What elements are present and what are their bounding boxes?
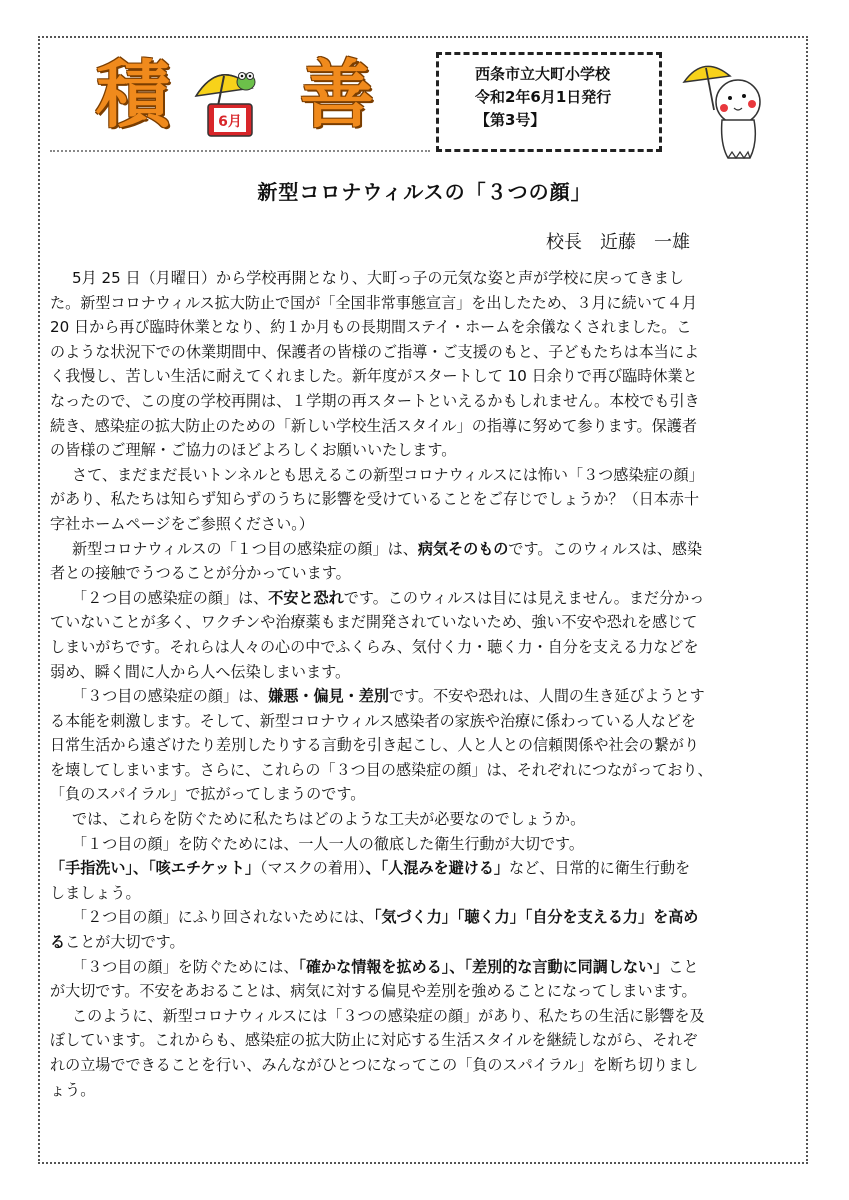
body-line: さて、まだまだ長いトンネルとも思えるこの新型コロナウィルスには怖い「３つ感染症の顔」 bbox=[72, 465, 704, 484]
bold-phrase: る bbox=[50, 933, 66, 952]
body-line bbox=[50, 684, 800, 709]
body-line: 5月 25 日（月曜日）から学校再開となり、大町っ子の元気な姿と声が学校に戻ってきまし bbox=[72, 269, 684, 287]
body-line: ょう。 bbox=[50, 1080, 96, 1099]
bold-phrase: 「人混みを避ける」 bbox=[380, 859, 510, 878]
body-line: 字社ホームページをご参照ください。） bbox=[50, 514, 314, 533]
body-line: があり、私たちは知らず知らずのうちに影響を受けていることをご存じでしょうか？（日本赤十 bbox=[50, 490, 700, 509]
bold-phrase: 「差別的な言動に同調しない」 bbox=[464, 957, 669, 976]
body-line: なったので、この度の学校再開は、１学期の再スタートといえるかもしれません。本校でも引き bbox=[50, 391, 700, 410]
body-line: 続き、感染症の拡大防止のための「新しい学校生活スタイル」の指導に努めて参ります。保護者 bbox=[50, 416, 697, 435]
text-span: 「３つ目の顔」を防ぐためには、 bbox=[72, 957, 299, 976]
body-line: ていないことが多く、ワクチンや治療薬もまだ開発されていないため、強い不安や恐れを感じて bbox=[50, 613, 698, 632]
text-span: 「３つ目の感染症の顔」は、 bbox=[72, 687, 269, 706]
text-span: ことが大切です。 bbox=[65, 933, 185, 952]
bold-phrase: 「手指洗い」 bbox=[50, 859, 134, 878]
issue-date: 令和2年6月1日発行 bbox=[475, 88, 612, 106]
masthead-char-1: 積 bbox=[96, 52, 170, 138]
issue-number: 【第3号】 bbox=[475, 111, 546, 129]
article-title: 新型コロナウィルスの「３つの顔」 bbox=[257, 180, 592, 204]
text-span: 新型コロナウィルスの「１つ目の感染症の顔」は、 bbox=[72, 539, 418, 558]
body-line: が大切です。不安をあおることは、病気に対する偏見や差別を強めることになってしまいます。 bbox=[50, 982, 697, 1001]
text-span: など、日常的に衛生行動を bbox=[509, 859, 691, 878]
bold-phrase: 不安と恐れ bbox=[268, 588, 344, 607]
body-line: る本能を刺激します。そして、新型コロナウィルス感染者の家族や治療に係わっている人などを bbox=[50, 711, 697, 730]
body-line bbox=[50, 537, 800, 562]
text-span: こと bbox=[668, 957, 699, 976]
body-line: を壊してしまいます。さらに、これらの「３つ目の感染症の顔」は、それぞれにつながっており、 bbox=[50, 760, 713, 779]
body-line: このように、新型コロナウィルスには「３つの感染症の顔」があり、私たちの生活に影響を及 bbox=[72, 1006, 705, 1025]
body-line: の皆様のご理解・ご協力のほどよろしくお願いいたします。 bbox=[50, 441, 457, 460]
body-line: 「負のスパイラル」で拡がってしまうのです。 bbox=[50, 785, 366, 804]
body-line: た。新型コロナウィルス拡大防止で国が「全国非常事態宣言」を出したため、３月に続いて４月 bbox=[50, 293, 698, 312]
masthead-char-2: 善 bbox=[300, 52, 374, 138]
text-span: です。不安や恐れは、人間の生き延びようとす bbox=[389, 687, 705, 706]
body-line: しましょう。 bbox=[50, 883, 141, 902]
school-name: 西条市立大町小学校 bbox=[475, 65, 611, 83]
body-line: では、これらを防ぐために私たちはどのような工夫が必要なのでしょうか。 bbox=[72, 810, 586, 829]
bold-phrase: 、 bbox=[133, 859, 149, 878]
body-line: 者との接触でうつることが分かっています。 bbox=[50, 564, 351, 583]
bold-phrase: 「咳エチケット」 bbox=[148, 859, 260, 878]
article-body bbox=[50, 266, 800, 1102]
body-line: 弱め、瞬く間に人から人へ伝染しまいます。 bbox=[50, 662, 351, 681]
body-line: れの立場でできることを行い、みんながひとつになってこの「負のスパイラル」を断ち切りまし bbox=[50, 1056, 699, 1074]
text-span: 「２つ目の顔」にふり回されないためには、 bbox=[72, 908, 374, 927]
month-badge-text: 6月 bbox=[218, 114, 242, 130]
issue-info-box bbox=[436, 52, 662, 152]
body-line bbox=[50, 586, 800, 611]
masthead-divider bbox=[50, 150, 430, 152]
text-span: （マスクの着用） bbox=[259, 859, 366, 878]
article-author: 校長 近藤 一雄 bbox=[546, 232, 690, 253]
body-line bbox=[50, 905, 800, 930]
body-line: のような状況下での休業期間中、保護者の皆様のご指導・ご支援のもと、子どもたちは本当によ bbox=[50, 342, 700, 361]
bold-phrase: 病気そのもの bbox=[417, 539, 509, 558]
bold-phrase: 「気づく力」「聴く力」「自分を支える力」を高め bbox=[373, 908, 699, 927]
body-line: く我慢し、苦しい生活に耐えてくれました。新年度がスタートして 10 日余りで再び臨時休業と bbox=[50, 367, 698, 386]
text-span: 「２つ目の感染症の顔」は、 bbox=[72, 588, 269, 607]
body-line: ぼしています。これからも、感染症の拡大防止に対応する生活スタイルを継続しながら、それぞ bbox=[50, 1031, 698, 1050]
bold-phrase: 嫌悪・偏見・差別 bbox=[268, 687, 389, 706]
body-line bbox=[50, 930, 800, 955]
bold-phrase: 、 bbox=[365, 859, 381, 878]
bold-phrase: 「確かな情報を拡める」 bbox=[298, 957, 450, 976]
body-line: 20 日から再び臨時休業となり、約１か月もの長期間ステイ・ホームを余儀なくされました。こ bbox=[50, 318, 692, 337]
body-line bbox=[50, 955, 800, 980]
mascot-illustration bbox=[680, 54, 780, 164]
text-span: です。このウィルスは目には見えません。まだ分かっ bbox=[343, 588, 705, 607]
body-line bbox=[50, 856, 800, 881]
body-line: しまいがちです。それらは人々の心の中でふくらみ、気付く力・聴く力・自分を支える力などを bbox=[50, 637, 699, 656]
umbrella-frog-illustration bbox=[190, 58, 268, 140]
body-line: 「１つ目の顔」を防ぐためには、一人一人の徹底した衛生行動が大切です。 bbox=[72, 834, 584, 853]
text-span: です。このウィルスは、感染 bbox=[508, 539, 703, 558]
body-line: 日常生活から遠ざけたり差別したりする言動を引き起こし、人と人との信頼関係や社会の繋がり bbox=[50, 736, 700, 755]
bold-phrase: 、 bbox=[449, 957, 465, 976]
